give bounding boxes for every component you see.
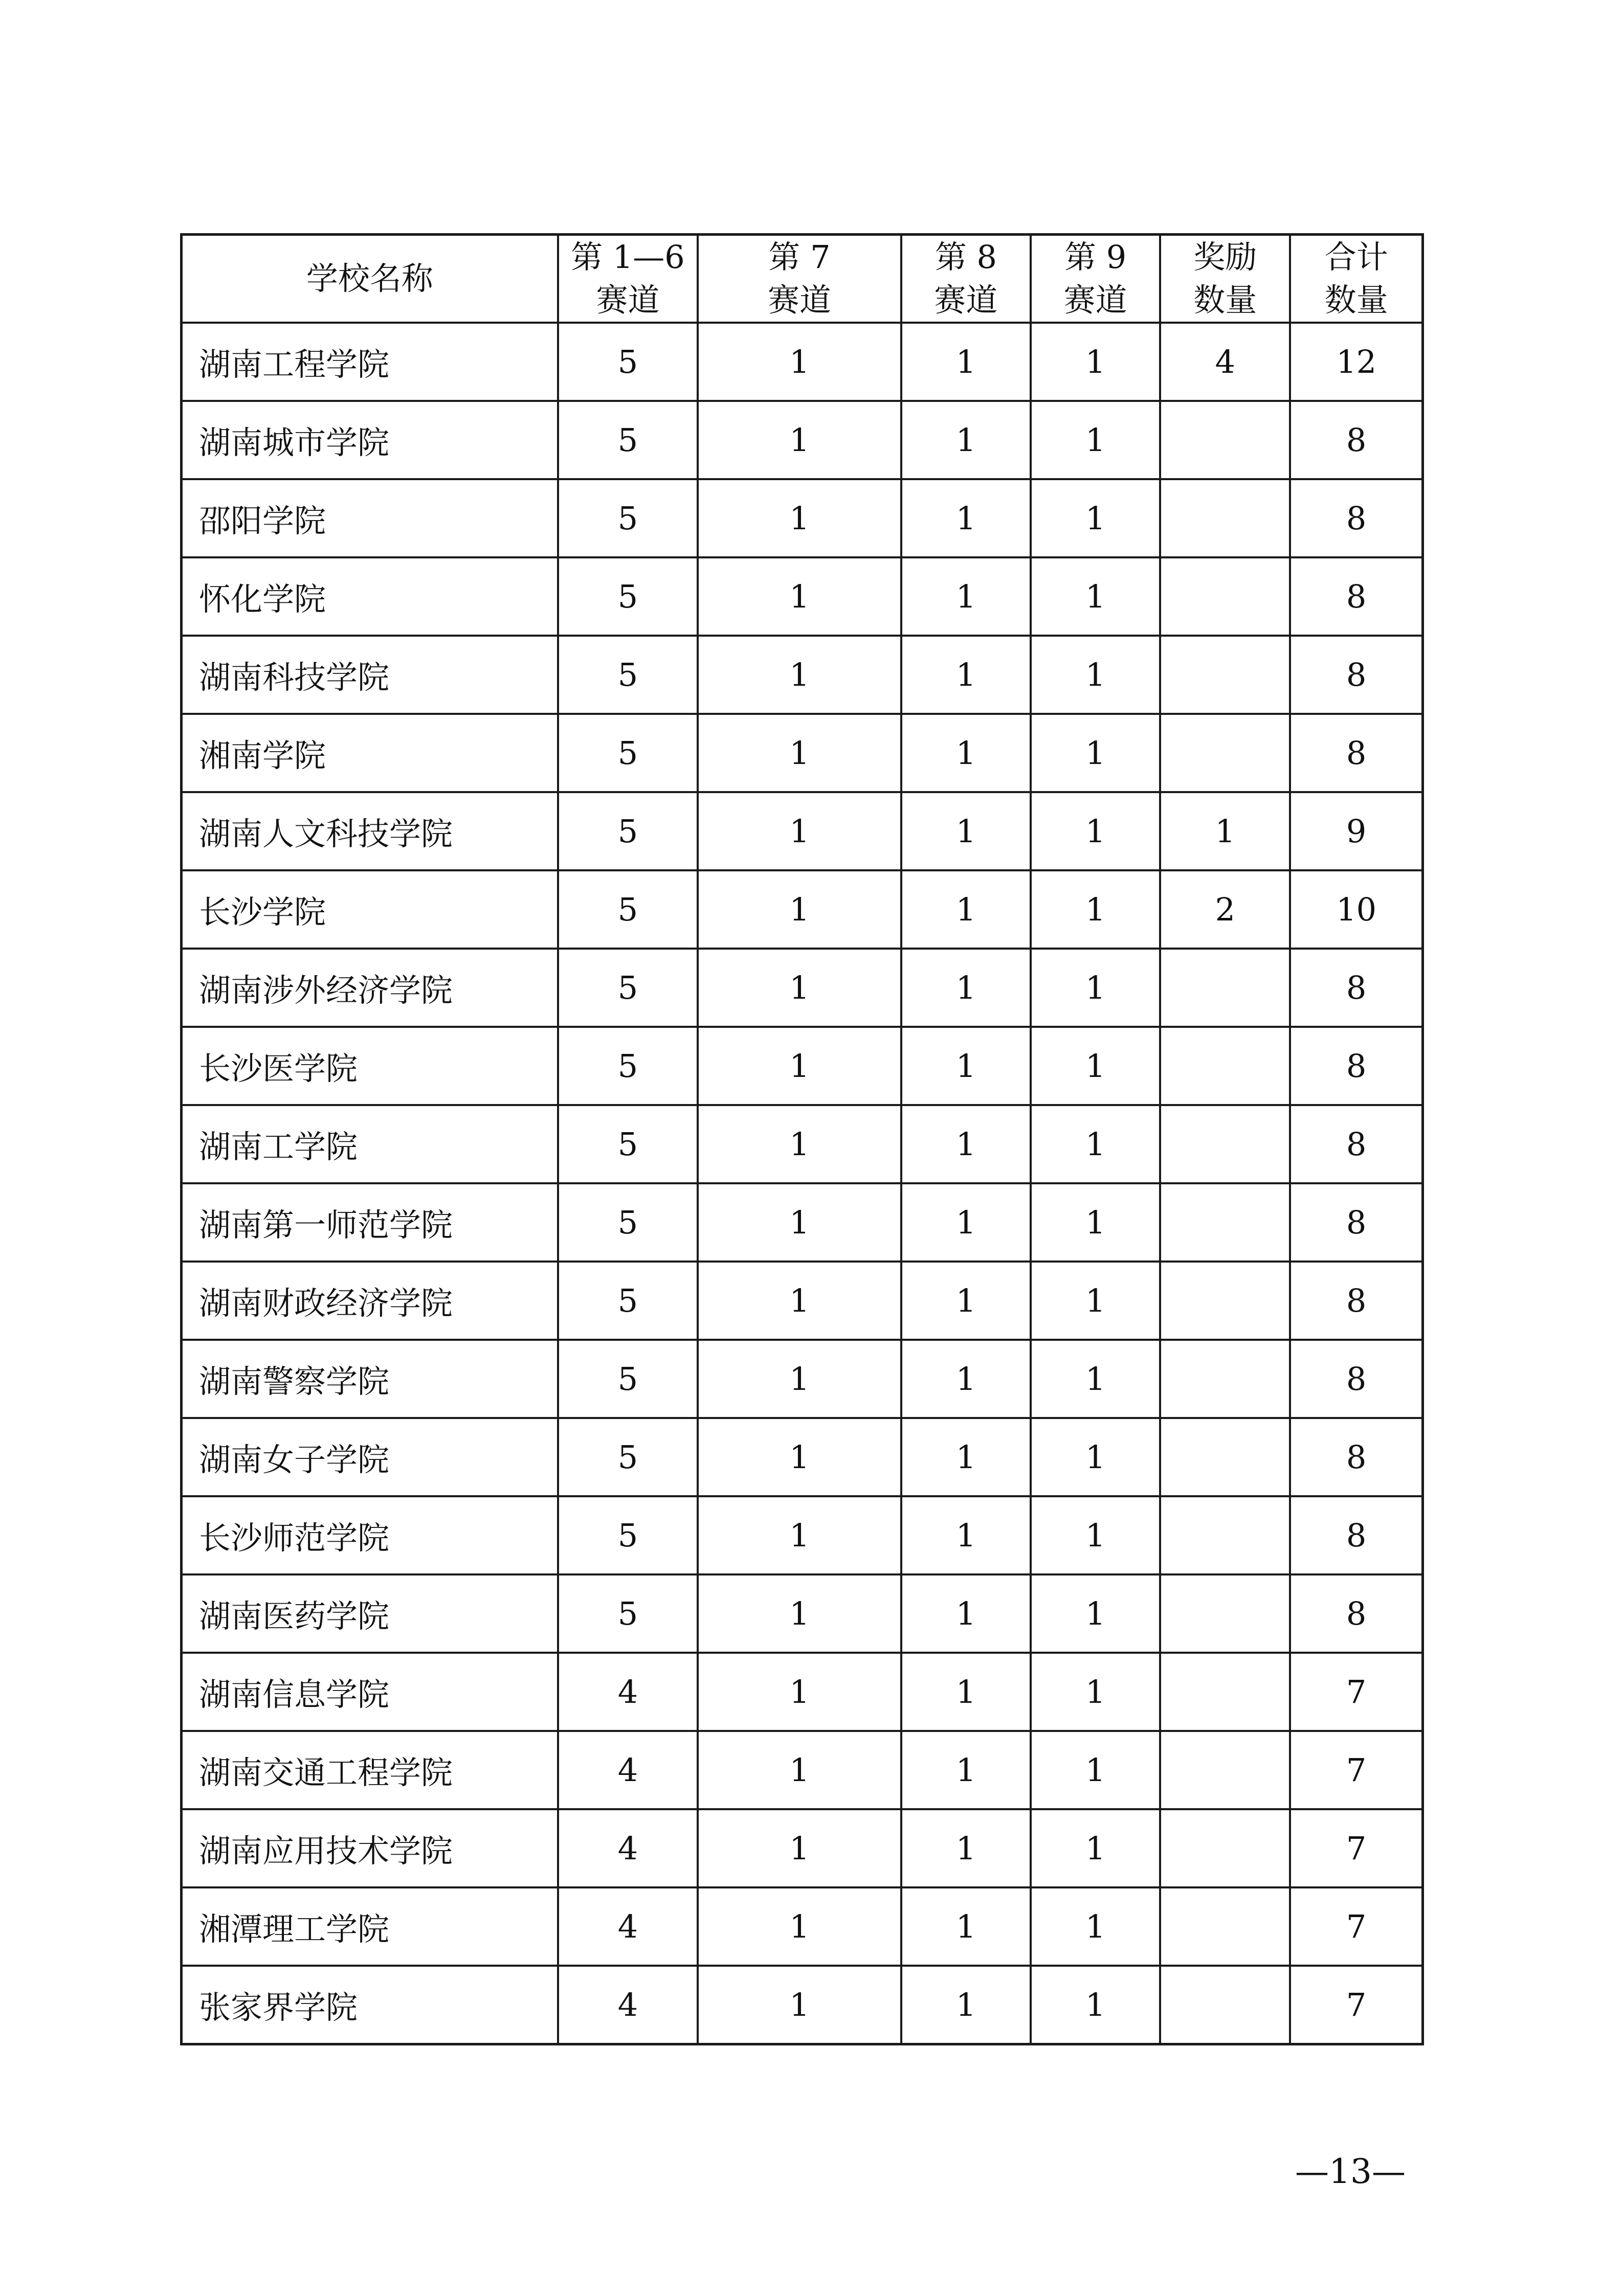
school-name-cell: 长沙师范学院 (182, 1496, 558, 1574)
school-name-cell: 湖南医药学院 (182, 1574, 558, 1653)
track-7-cell: 1 (698, 870, 901, 949)
track-9-cell: 1 (1031, 1262, 1160, 1340)
track-8-cell: 1 (901, 1496, 1031, 1574)
total-count-cell: 8 (1290, 1262, 1422, 1340)
track-8-cell: 1 (901, 1809, 1031, 1887)
header-line: 赛道 (767, 281, 831, 319)
header-line: 第 7 (768, 238, 831, 276)
total-count-cell: 8 (1290, 401, 1422, 479)
track-7-cell: 1 (698, 1418, 901, 1496)
header-line: 赛道 (1063, 281, 1127, 319)
award-count-cell (1160, 557, 1290, 636)
award-count-cell: 4 (1160, 323, 1290, 401)
track-9-cell: 1 (1031, 1496, 1160, 1574)
track-8-cell: 1 (901, 557, 1031, 636)
table-row (182, 1262, 1423, 1340)
track-1-6-cell: 5 (558, 636, 698, 714)
school-quota-table (180, 233, 1424, 2045)
track-1-6-cell: 4 (558, 1653, 698, 1731)
track-8-cell: 1 (901, 1887, 1031, 1966)
award-count-cell (1160, 1183, 1290, 1262)
total-count-cell: 7 (1290, 1809, 1422, 1887)
track-7-cell: 1 (698, 1574, 901, 1653)
table-row (182, 401, 1423, 479)
track-1-6-cell: 5 (558, 1027, 698, 1105)
track-8-cell: 1 (901, 1653, 1031, 1731)
track-1-6-cell: 4 (558, 1731, 698, 1809)
school-name-cell: 怀化学院 (182, 557, 558, 636)
track-7-cell: 1 (698, 636, 901, 714)
track-1-6-cell: 5 (558, 949, 698, 1027)
school-name-cell: 长沙医学院 (182, 1027, 558, 1105)
school-name-cell: 邵阳学院 (182, 479, 558, 557)
track-7-cell: 1 (698, 1653, 901, 1731)
award-count-cell: 2 (1160, 870, 1290, 949)
school-name-cell: 湘潭理工学院 (182, 1887, 558, 1966)
table-row (182, 323, 1423, 401)
school-name-cell: 湖南人文科技学院 (182, 792, 558, 870)
total-count-cell: 7 (1290, 1887, 1422, 1966)
track-9-cell: 1 (1031, 636, 1160, 714)
table-row (182, 1966, 1423, 2044)
track-9-cell: 1 (1031, 479, 1160, 557)
award-count-cell (1160, 401, 1290, 479)
track-9-cell: 1 (1031, 1653, 1160, 1731)
school-name-cell: 湖南工学院 (182, 1105, 558, 1183)
track-9-cell: 1 (1031, 949, 1160, 1027)
track-7-cell: 1 (698, 401, 901, 479)
track-9-cell: 1 (1031, 1418, 1160, 1496)
track-9-cell: 1 (1031, 1340, 1160, 1418)
track-7-cell: 1 (698, 323, 901, 401)
track-8-cell: 1 (901, 1731, 1031, 1809)
total-count-cell: 9 (1290, 792, 1422, 870)
total-count-cell: 8 (1290, 949, 1422, 1027)
school-name-cell: 长沙学院 (182, 870, 558, 949)
table-row (182, 1653, 1423, 1731)
total-count-cell: 8 (1290, 1105, 1422, 1183)
total-count-cell: 8 (1290, 1496, 1422, 1574)
total-count-cell: 8 (1290, 1574, 1422, 1653)
track-7-cell: 1 (698, 1731, 901, 1809)
header-line: 第 1—6 (571, 238, 685, 276)
school-name-cell: 湖南财政经济学院 (182, 1262, 558, 1340)
total-count-cell: 7 (1290, 1731, 1422, 1809)
track-8-cell: 1 (901, 1262, 1031, 1340)
header-line: 合计 (1324, 238, 1388, 276)
school-name-cell: 湖南女子学院 (182, 1418, 558, 1496)
track-9-cell: 1 (1031, 1574, 1160, 1653)
header-line: 赛道 (596, 281, 660, 319)
school-name-cell: 湖南交通工程学院 (182, 1731, 558, 1809)
table-row (182, 870, 1423, 949)
track-8-cell: 1 (901, 1105, 1031, 1183)
award-count-cell (1160, 1496, 1290, 1574)
total-count-cell: 8 (1290, 479, 1422, 557)
total-count-cell: 7 (1290, 1966, 1422, 2044)
track-8-cell: 1 (901, 401, 1031, 479)
header-line: 数量 (1193, 281, 1257, 319)
table-row (182, 1340, 1423, 1418)
total-count-cell: 8 (1290, 1340, 1422, 1418)
track-9-cell: 1 (1031, 323, 1160, 401)
track-7-cell: 1 (698, 792, 901, 870)
school-name-cell: 张家界学院 (182, 1966, 558, 2044)
track-1-6-cell: 5 (558, 1418, 698, 1496)
table-body (182, 323, 1423, 2044)
track-1-6-cell: 4 (558, 1887, 698, 1966)
track-9-cell: 1 (1031, 1731, 1160, 1809)
track-9-cell: 1 (1031, 1887, 1160, 1966)
track-7-cell: 1 (698, 1966, 901, 2044)
award-count-cell (1160, 1966, 1290, 2044)
track-8-cell: 1 (901, 1340, 1031, 1418)
track-7-cell: 1 (698, 949, 901, 1027)
school-name-cell: 湖南第一师范学院 (182, 1183, 558, 1262)
total-count-cell: 8 (1290, 714, 1422, 792)
total-count-cell: 8 (1290, 557, 1422, 636)
track-8-cell: 1 (901, 323, 1031, 401)
total-count-cell: 8 (1290, 1418, 1422, 1496)
track-9-cell: 1 (1031, 557, 1160, 636)
track-1-6-cell: 5 (558, 1574, 698, 1653)
track-1-6-cell: 5 (558, 714, 698, 792)
header-track-7 (698, 235, 901, 323)
track-9-cell: 1 (1031, 1183, 1160, 1262)
award-count-cell (1160, 1887, 1290, 1966)
school-name-cell: 湖南信息学院 (182, 1653, 558, 1731)
header-total-count (1290, 235, 1422, 323)
track-8-cell: 1 (901, 1418, 1031, 1496)
track-9-cell: 1 (1031, 714, 1160, 792)
table-row (182, 557, 1423, 636)
track-7-cell: 1 (698, 1105, 901, 1183)
header-line: 数量 (1324, 281, 1388, 319)
track-1-6-cell: 5 (558, 479, 698, 557)
track-9-cell: 1 (1031, 1105, 1160, 1183)
header-track-9 (1031, 235, 1160, 323)
track-8-cell: 1 (901, 1574, 1031, 1653)
header-school-name (182, 235, 558, 323)
table-header-row (182, 235, 1423, 323)
track-8-cell: 1 (901, 1183, 1031, 1262)
table-row (182, 1105, 1423, 1183)
award-count-cell (1160, 1731, 1290, 1809)
track-7-cell: 1 (698, 557, 901, 636)
track-8-cell: 1 (901, 949, 1031, 1027)
table-row (182, 792, 1423, 870)
track-1-6-cell: 5 (558, 401, 698, 479)
track-9-cell: 1 (1031, 1809, 1160, 1887)
track-1-6-cell: 4 (558, 1966, 698, 2044)
school-name-cell: 湖南科技学院 (182, 636, 558, 714)
track-7-cell: 1 (698, 714, 901, 792)
header-line: 第 9 (1064, 238, 1127, 276)
table-row (182, 1809, 1423, 1887)
award-count-cell (1160, 1262, 1290, 1340)
track-7-cell: 1 (698, 1262, 901, 1340)
school-name-cell: 湖南涉外经济学院 (182, 949, 558, 1027)
school-name-cell: 湖南工程学院 (182, 323, 558, 401)
table-row (182, 636, 1423, 714)
page-number: —13— (1295, 2152, 1406, 2191)
award-count-cell (1160, 1105, 1290, 1183)
header-line: 赛道 (934, 281, 998, 319)
award-count-cell (1160, 479, 1290, 557)
header-track-8 (901, 235, 1031, 323)
track-8-cell: 1 (901, 636, 1031, 714)
school-name-cell: 湖南城市学院 (182, 401, 558, 479)
track-9-cell: 1 (1031, 1027, 1160, 1105)
track-9-cell: 1 (1031, 792, 1160, 870)
header-track-1-6 (558, 235, 698, 323)
school-name-cell: 湖南应用技术学院 (182, 1809, 558, 1887)
award-count-cell (1160, 636, 1290, 714)
track-1-6-cell: 5 (558, 557, 698, 636)
track-9-cell: 1 (1031, 1966, 1160, 2044)
table-row (182, 1887, 1423, 1966)
table-row (182, 1418, 1423, 1496)
table-row (182, 1574, 1423, 1653)
school-name-cell: 湘南学院 (182, 714, 558, 792)
track-1-6-cell: 5 (558, 792, 698, 870)
school-name-cell: 湖南警察学院 (182, 1340, 558, 1418)
track-8-cell: 1 (901, 479, 1031, 557)
track-1-6-cell: 5 (558, 1496, 698, 1574)
total-count-cell: 8 (1290, 1027, 1422, 1105)
track-1-6-cell: 5 (558, 1262, 698, 1340)
track-9-cell: 1 (1031, 401, 1160, 479)
table-row (182, 714, 1423, 792)
total-count-cell: 7 (1290, 1653, 1422, 1731)
table-row (182, 1496, 1423, 1574)
award-count-cell (1160, 1653, 1290, 1731)
track-7-cell: 1 (698, 1887, 901, 1966)
table-row (182, 949, 1423, 1027)
header-line: 奖励 (1193, 238, 1257, 276)
total-count-cell: 8 (1290, 1183, 1422, 1262)
track-7-cell: 1 (698, 1496, 901, 1574)
award-count-cell (1160, 949, 1290, 1027)
table-row (182, 1183, 1423, 1262)
track-8-cell: 1 (901, 1027, 1031, 1105)
header-line: 学校名称 (306, 260, 433, 297)
track-1-6-cell: 5 (558, 1183, 698, 1262)
award-count-cell (1160, 1809, 1290, 1887)
track-7-cell: 1 (698, 1183, 901, 1262)
award-count-cell (1160, 1574, 1290, 1653)
total-count-cell: 12 (1290, 323, 1422, 401)
award-count-cell (1160, 714, 1290, 792)
table-row (182, 479, 1423, 557)
table-row (182, 1027, 1423, 1105)
track-7-cell: 1 (698, 1027, 901, 1105)
award-count-cell (1160, 1418, 1290, 1496)
header-award-count (1160, 235, 1290, 323)
track-1-6-cell: 5 (558, 323, 698, 401)
track-7-cell: 1 (698, 1340, 901, 1418)
track-8-cell: 1 (901, 714, 1031, 792)
award-count-cell (1160, 1027, 1290, 1105)
track-7-cell: 1 (698, 1809, 901, 1887)
track-1-6-cell: 4 (558, 1809, 698, 1887)
track-8-cell: 1 (901, 792, 1031, 870)
table-row (182, 1731, 1423, 1809)
track-1-6-cell: 5 (558, 1340, 698, 1418)
track-9-cell: 1 (1031, 870, 1160, 949)
header-line: 第 8 (935, 238, 997, 276)
track-1-6-cell: 5 (558, 870, 698, 949)
track-1-6-cell: 5 (558, 1105, 698, 1183)
track-8-cell: 1 (901, 1966, 1031, 2044)
total-count-cell: 10 (1290, 870, 1422, 949)
track-7-cell: 1 (698, 479, 901, 557)
award-count-cell: 1 (1160, 792, 1290, 870)
track-8-cell: 1 (901, 870, 1031, 949)
award-count-cell (1160, 1340, 1290, 1418)
total-count-cell: 8 (1290, 636, 1422, 714)
